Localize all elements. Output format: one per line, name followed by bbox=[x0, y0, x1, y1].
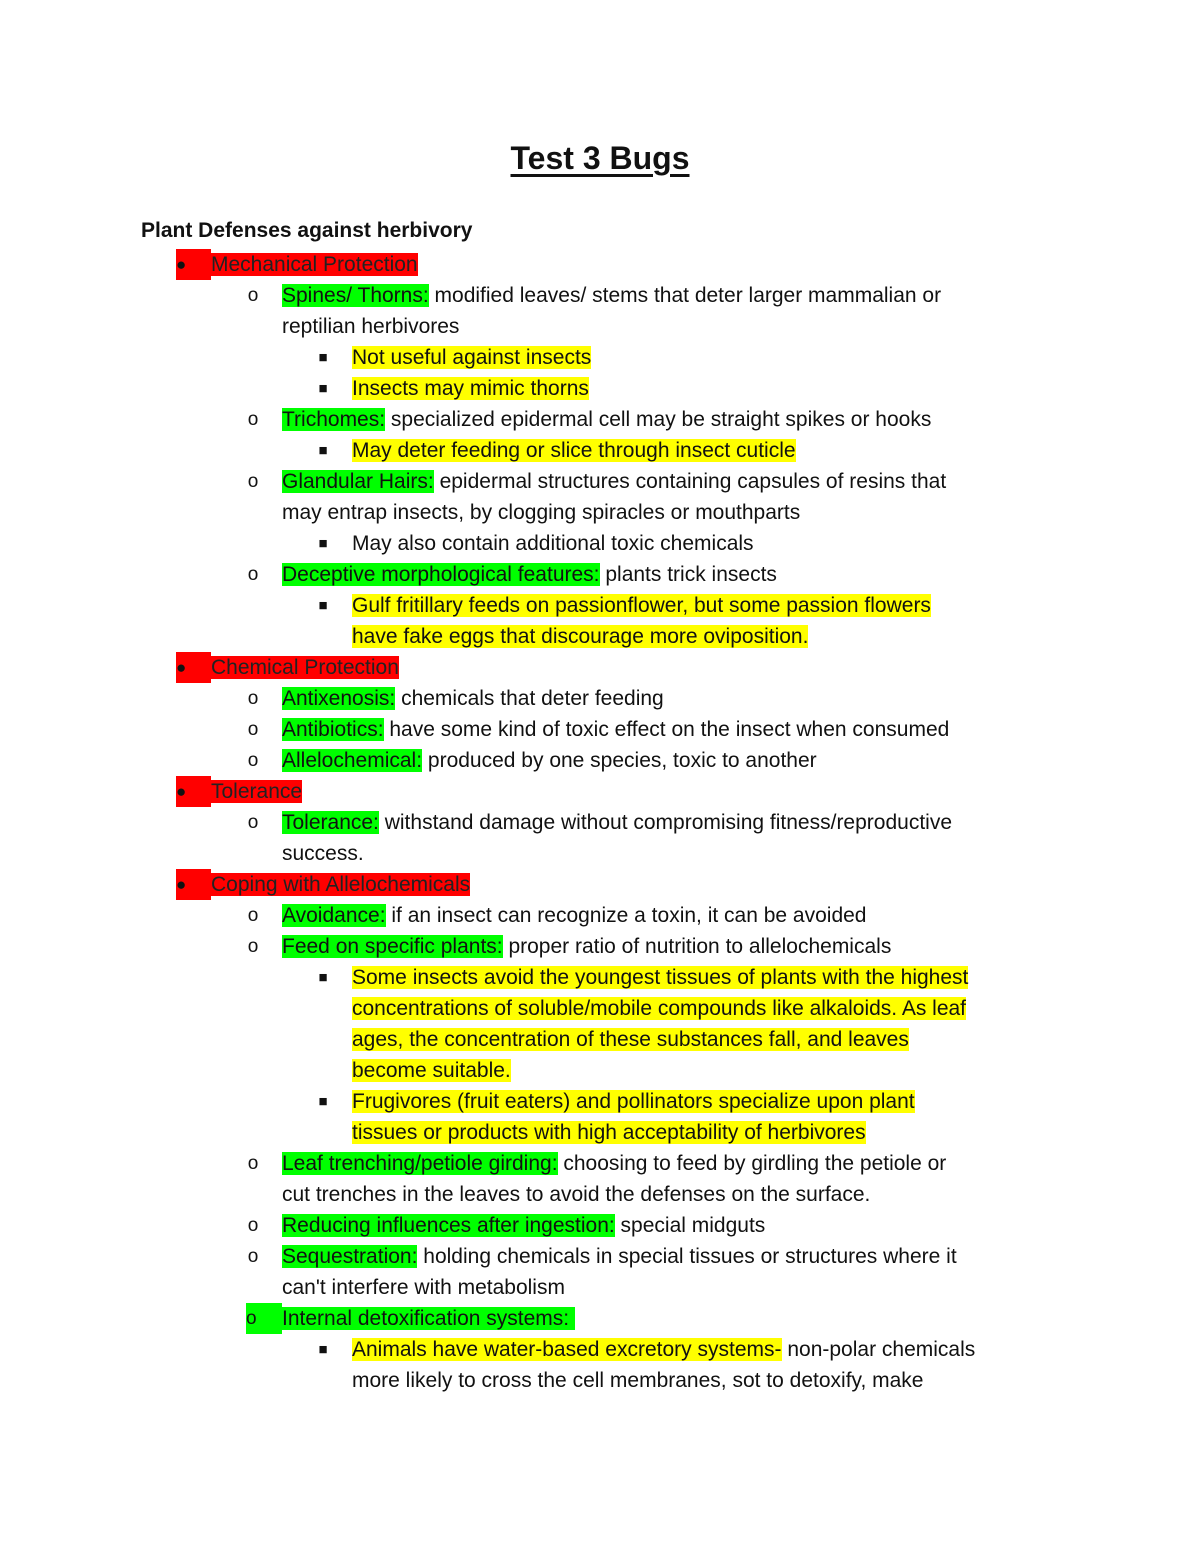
outline-text: Chemical Protection bbox=[211, 656, 399, 679]
term-label: Leaf trenching/petiole girding: bbox=[282, 1152, 558, 1175]
outline-text: concentrations of soluble/mobile compounds like alkaloids. As leaf bbox=[352, 997, 967, 1020]
outline-text: May deter feeding or slice through insect cuticle bbox=[352, 439, 796, 462]
outline-text: may entrap insects, by clogging spiracles or mouthparts bbox=[282, 501, 801, 524]
bullet-level3-icon: ■ bbox=[318, 349, 328, 366]
term-label: Antibiotics: bbox=[282, 718, 384, 741]
outline-item-level2 bbox=[282, 404, 931, 435]
document-title: Test 3 Bugs bbox=[510, 140, 690, 176]
outline-continuation bbox=[352, 1365, 924, 1396]
bullet-level2-icon: o bbox=[247, 905, 259, 926]
outline-continuation bbox=[282, 311, 459, 342]
term-definition: plants trick insects bbox=[599, 563, 777, 586]
outline-item-level1 bbox=[211, 869, 470, 900]
term-definition: proper ratio of nutrition to allelochemicals bbox=[502, 935, 892, 958]
bullet-level1-icon: ● bbox=[176, 652, 211, 683]
term-label: Glandular Hairs: bbox=[282, 470, 434, 493]
term-label: Allelochemical: bbox=[282, 749, 423, 772]
outline-continuation bbox=[282, 1179, 870, 1210]
bullet-level1-icon: ● bbox=[176, 869, 211, 900]
term-label: Animals have water-based excretory systems- bbox=[352, 1338, 782, 1361]
outline-text: tissues or products with high acceptability of herbivores bbox=[352, 1121, 866, 1144]
outline-item-level2 bbox=[282, 1241, 957, 1272]
outline-item-level3 bbox=[352, 373, 589, 404]
outline-item-level1 bbox=[211, 249, 418, 280]
outline-item-level2 bbox=[282, 900, 867, 931]
outline-text: Frugivores (fruit eaters) and pollinators specialize upon plant bbox=[352, 1090, 915, 1113]
term-definition: special midguts bbox=[614, 1214, 766, 1237]
outline-text: cut trenches in the leaves to avoid the defenses on the surface. bbox=[282, 1183, 871, 1206]
outline-item-level2 bbox=[282, 1210, 765, 1241]
bullet-level2-icon: o bbox=[247, 409, 259, 430]
outline-item-level2 bbox=[282, 559, 777, 590]
outline-item-level1 bbox=[211, 776, 302, 807]
outline-text: Gulf fritillary feeds on passionflower, but some passion flowers bbox=[352, 594, 931, 617]
outline-text: Mechanical Protection bbox=[211, 253, 418, 276]
term-definition: non-polar chemicals bbox=[781, 1338, 976, 1361]
term-label: Trichomes: bbox=[282, 408, 386, 431]
outline-item-level2 bbox=[282, 466, 946, 497]
outline-item-level2 bbox=[282, 745, 817, 776]
outline-continuation bbox=[352, 621, 808, 652]
outline-continuation bbox=[352, 1024, 909, 1055]
bullet-level1-icon: ● bbox=[176, 776, 211, 807]
outline-text: ages, the concentration of these substances fall, and leaves bbox=[352, 1028, 909, 1051]
term-label: Feed on specific plants: bbox=[282, 935, 503, 958]
term-label: Tolerance: bbox=[282, 811, 379, 834]
term-label: Antixenosis: bbox=[282, 687, 396, 710]
outline-text: can't interfere with metabolism bbox=[282, 1276, 565, 1299]
outline-text: Not useful against insects bbox=[352, 346, 592, 369]
bullet-level2-icon: o bbox=[247, 812, 259, 833]
term-definition: modified leaves/ stems that deter larger mammalian or bbox=[428, 284, 942, 307]
term-label: Reducing influences after ingestion: bbox=[282, 1214, 615, 1237]
outline-text: Some insects avoid the youngest tissues of plants with the highest bbox=[352, 966, 969, 989]
term-label: Spines/ Thorns: bbox=[282, 284, 429, 307]
outline-text: more likely to cross the cell membranes, sot to detoxify, make bbox=[352, 1369, 924, 1392]
bullet-level3-icon: ■ bbox=[318, 380, 328, 397]
outline-text: Coping with Allelochemicals bbox=[211, 873, 471, 896]
term-definition: withstand damage without compromising fitness/reproductive bbox=[378, 811, 953, 834]
bullet-level2-icon: o bbox=[247, 688, 259, 709]
outline-item-level2 bbox=[282, 931, 891, 962]
bullet-level3-icon: ■ bbox=[318, 969, 328, 986]
outline-item-level3 bbox=[352, 528, 754, 559]
bullet-level3-icon: ■ bbox=[318, 597, 328, 614]
term-definition: if an insect can recognize a toxin, it can be avoided bbox=[385, 904, 867, 927]
outline-item-level2 bbox=[282, 807, 952, 838]
term-definition: have some kind of toxic effect on the insect when consumed bbox=[383, 718, 950, 741]
outline-item-level3 bbox=[352, 435, 796, 466]
term-label: Internal detoxification systems: bbox=[282, 1307, 575, 1330]
term-label: Sequestration: bbox=[282, 1245, 418, 1268]
outline-continuation bbox=[352, 993, 966, 1024]
outline-item-level3 bbox=[352, 1334, 975, 1365]
bullet-level3-icon: ■ bbox=[318, 535, 328, 552]
section-heading: Plant Defenses against herbivory bbox=[141, 219, 473, 242]
bullet-level1-icon: ● bbox=[176, 249, 211, 280]
outline-text: Tolerance bbox=[211, 780, 303, 803]
term-definition: specialized epidermal cell may be straight spikes or hooks bbox=[385, 408, 932, 431]
bullet-level2-icon: o bbox=[247, 750, 259, 771]
outline-item-level1 bbox=[211, 652, 399, 683]
outline-item-level2 bbox=[282, 1148, 946, 1179]
outline-text: May also contain additional toxic chemicals bbox=[352, 532, 754, 555]
outline-continuation bbox=[282, 1272, 565, 1303]
term-definition: produced by one species, toxic to another bbox=[422, 749, 817, 772]
bullet-level2-icon: o bbox=[247, 936, 259, 957]
outline-continuation bbox=[352, 1055, 511, 1086]
bullet-level3-icon: ■ bbox=[318, 1341, 328, 1358]
bullet-level3-icon: ■ bbox=[318, 442, 328, 459]
bullet-level2-icon: o bbox=[246, 1303, 282, 1334]
outline-item-level3 bbox=[352, 962, 968, 993]
bullet-level2-icon: o bbox=[247, 1153, 259, 1174]
bullet-level2-icon: o bbox=[247, 564, 259, 585]
term-definition: chemicals that deter feeding bbox=[395, 687, 664, 710]
outline-item-level2 bbox=[282, 280, 941, 311]
outline-item-level2 bbox=[282, 1303, 575, 1334]
outline-item-level2 bbox=[282, 714, 949, 745]
outline-continuation bbox=[352, 1117, 866, 1148]
term-label: Avoidance: bbox=[282, 904, 386, 927]
outline-text: success. bbox=[282, 842, 364, 865]
outline-item-level3 bbox=[352, 590, 931, 621]
outline-text: have fake eggs that discourage more oviposition. bbox=[352, 625, 809, 648]
bullet-level2-icon: o bbox=[247, 1246, 259, 1267]
bullet-level3-icon: ■ bbox=[318, 1093, 328, 1110]
term-label: Deceptive morphological features: bbox=[282, 563, 600, 586]
bullet-level2-icon: o bbox=[247, 285, 259, 306]
outline-item-level2 bbox=[282, 683, 664, 714]
bullet-level2-icon: o bbox=[247, 1215, 259, 1236]
bullet-level2-icon: o bbox=[247, 719, 259, 740]
term-definition: choosing to feed by girdling the petiole or bbox=[557, 1152, 947, 1175]
term-definition: holding chemicals in special tissues or structures where it bbox=[417, 1245, 957, 1268]
outline-continuation bbox=[282, 497, 800, 528]
outline-item-level3 bbox=[352, 1086, 915, 1117]
term-definition: epidermal structures containing capsules of resins that bbox=[433, 470, 947, 493]
outline-text: reptilian herbivores bbox=[282, 315, 460, 338]
outline-item-level3 bbox=[352, 342, 591, 373]
outline-text: become suitable. bbox=[352, 1059, 511, 1082]
outline-continuation bbox=[282, 838, 364, 869]
bullet-level2-icon: o bbox=[247, 471, 259, 492]
outline-text: Insects may mimic thorns bbox=[352, 377, 589, 400]
